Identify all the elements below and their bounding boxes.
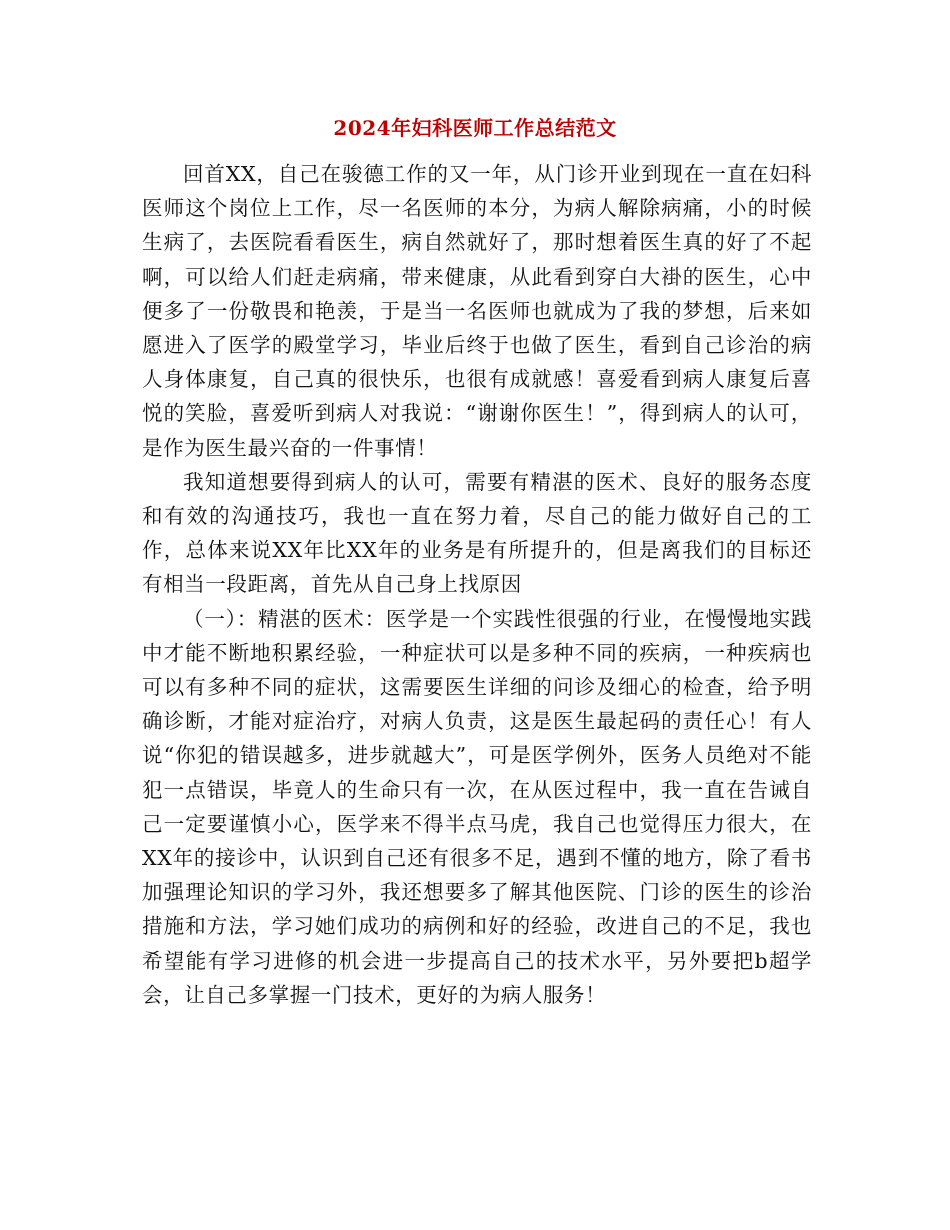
document-body [142, 157, 812, 1012]
paragraph-2: 我知道想要得到病人的认可，需要有精湛的医术、良好的服务态度和有效的沟通技巧，我也一直在努力着，尽自己的能力做好自己的工作，总体来说XX年比XX年的业务是有所提升的，但是离我们的目标还有相当一段距离，首先从自己身上找原因 [142, 469, 812, 597]
paragraph-3: （一）：精湛的医术：医学是一个实践性很强的行业，在慢慢地实践中才能不断地积累经验，一种症状可以是多种不同的疾病，一种疾病也可以有多种不同的症状，这需要医生详细的问诊及细心的检查，给予明确诊断，才能对症治疗，对病人负责，这是医生最起码的责任心！有人说“你犯的错误越多，进步就越大”，可是医学例外，医务人员绝对不能犯一点错误，毕竟人的生命只有一次，在从医过程中，我一直在告诫自己一定要谨慎小心，医学来不得半点马虎，我自己也觉得压力很大，在XX年的接诊中，认识到自己还有很多不足，遇到不懂的地方，除了看书加强理论知识的学习外，我还想要多了解其他医院、门诊的医生的诊治措施和方法，学习她们成功的病例和好的经验，改进自己的不足，我也希望能有学习进修的机会进一步提高自己的技术水平，另外要把b超学会，让自己多掌握一门技术，更好的为病人服务！ [142, 606, 812, 1007]
document-title: 2024年妇科医师工作总结范文 [333, 116, 617, 140]
paragraph-1: 回首XX，自己在骏德工作的又一年，从门诊开业到现在一直在妇科医师这个岗位上工作，尽一名医师的本分，为病人解除病痛，小的时候生病了，去医院看看医生，病自然就好了，那时想着医生真的好了不起啊，可以给人们赶走病痛，带来健康，从此看到穿白大褂的医生，心中便多了一份敬畏和艳羡，于是当一名医师也就成为了我的梦想，后来如愿进入了医学的殿堂学习，毕业后终于也做了医生，看到自己诊治的病人身体康复，自己真的很快乐，也很有成就感！喜爱看到病人康复后喜悦的笑脸，喜爱听到病人对我说：“谢谢你医生！”，得到病人的认可，是作为医生最兴奋的一件事情！ [142, 162, 812, 460]
